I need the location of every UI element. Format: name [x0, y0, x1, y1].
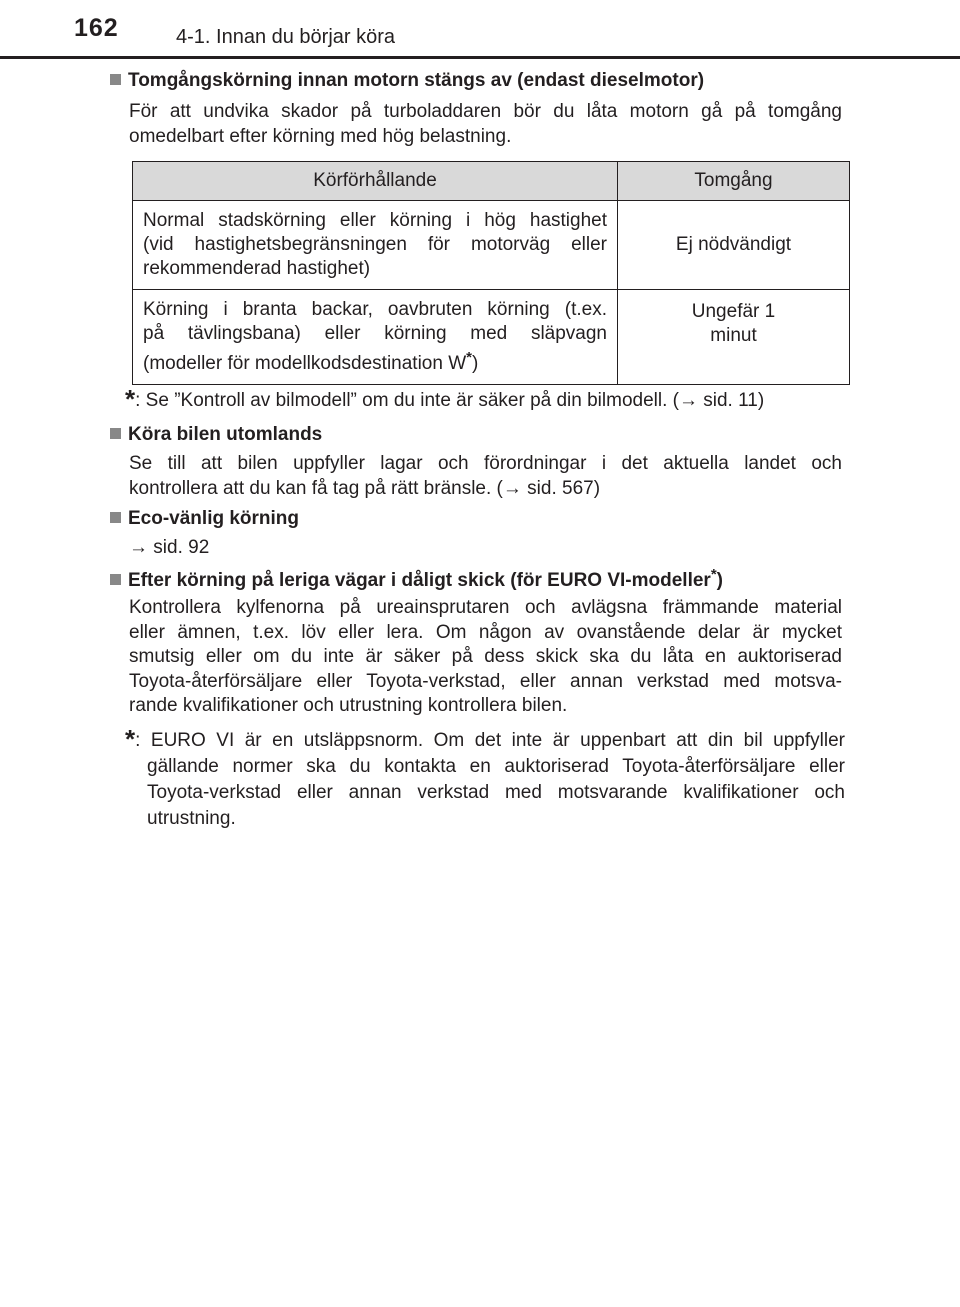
footnote-line — [125, 726, 845, 754]
square-bullet-icon — [110, 512, 121, 523]
cell-line: Ej nödvändigt — [675, 234, 792, 255]
footnote-text: : EURO VI är en utsläppsnorm. Om det inte är uppenbart att din bil uppfyller — [135, 730, 845, 751]
cell-line: rekommenderad hastighet) — [143, 258, 371, 279]
cell-line: på tävlingsbana) eller körning med släpvagn — [143, 323, 607, 344]
square-bullet-icon — [110, 74, 121, 85]
body-line: Toyota-återförsäljare eller Toyota-verkstad, eller annan verkstad med motsva- — [129, 670, 842, 692]
body-line: smutsig eller om du inte är säker på dess skick ska du låta en auktoriserad — [129, 646, 842, 667]
section-body-idling — [129, 100, 842, 149]
table-cell-condition — [133, 290, 618, 385]
body-line: omedelbart efter körning med hög belastning. — [129, 125, 512, 147]
footnote-euro-vi — [125, 726, 845, 832]
cell-line: minut — [710, 325, 757, 346]
table-header-condition: Körförhållande — [133, 162, 618, 201]
body-line: eller ämnen, t.ex. löv eller lera. Om någon av ovanstående delar är mycket — [129, 621, 842, 643]
cell-line: Körning i branta backar, oavbruten körning (t.ex. — [143, 299, 607, 320]
cell-line — [143, 346, 607, 376]
footnote-line: gällande normer ska du kontakta en auktoriserad Toyota-återförsäljare eller — [147, 756, 845, 777]
footnote-marker: * — [125, 724, 136, 754]
table-row — [133, 290, 850, 385]
idling-table — [132, 161, 850, 385]
body-line: Kontrollera kylfenorna på ureainsprutaren och avlägsna främmande material — [129, 597, 842, 618]
page-reference-link[interactable]: → sid. 92 — [129, 537, 210, 558]
square-bullet-icon — [110, 428, 121, 439]
footnote-line: Toyota-verkstad eller annan verkstad med motsvarande kvalifikationer och — [147, 782, 845, 803]
table-header-idle: Tomgång — [618, 162, 850, 201]
section-title: Efter körning på leriga vägar i dåligt skick (för EURO VI-modeller — [128, 570, 711, 591]
footnote-marker: * — [466, 349, 472, 366]
footnote-marker: * — [125, 384, 136, 414]
body-line: kontrollera att du kan få tag på rätt bränsle. (→ sid. 567) — [129, 477, 601, 499]
section-title: Tomgångskörning innan motorn stängs av (endast dieselmotor) — [128, 70, 705, 91]
body-line: Se till att bilen uppfyller lagar och förordningar i det aktuella landet och — [129, 453, 842, 474]
footnote-model — [125, 386, 845, 414]
table-cell-idle — [618, 290, 850, 385]
square-bullet-icon — [110, 574, 121, 585]
cell-line: Normal stadskörning eller körning i hög hastighet — [143, 210, 607, 231]
body-line: rande kvalifikationer och utrustning kontrollera bilen. — [129, 695, 568, 716]
section-body-muddy-roads — [129, 596, 842, 719]
section-title: Eco-vänlig körning — [128, 508, 300, 529]
table-cell-condition — [133, 201, 618, 290]
table-row — [133, 201, 850, 290]
section-heading-abroad — [110, 424, 322, 446]
cell-line: Ungefär 1 — [691, 301, 776, 322]
footnote-text: : Se ”Kontroll av bilmodell” om du inte är säker på din bilmodell. (→ sid. 11) — [135, 390, 765, 411]
section-heading-idling — [110, 70, 704, 92]
section-heading-muddy-roads — [110, 566, 723, 592]
cell-text: (modeller för modellkodsdestination W — [143, 353, 467, 374]
table-cell-idle — [618, 201, 850, 290]
table-header-row — [133, 162, 850, 201]
cell-line: (vid hastighetsbegränsningen för motorväg eller — [143, 234, 607, 255]
section-title-tail: ) — [716, 570, 723, 591]
section-body-eco — [129, 536, 842, 561]
header-rule — [0, 56, 960, 59]
cell-text: ) — [471, 353, 479, 374]
footnote-marker: * — [710, 566, 717, 583]
section-body-abroad — [129, 452, 842, 501]
body-line: För att undvika skador på turboladdaren bör du låta motorn gå på tomgång — [129, 101, 842, 122]
footnote-line: utrustning. — [147, 808, 236, 829]
chapter-title: 4-1. Innan du börjar köra — [176, 26, 396, 48]
section-heading-eco — [110, 508, 299, 530]
page-number: 162 — [74, 14, 119, 42]
page-header — [0, 0, 960, 62]
section-title: Köra bilen utomlands — [128, 424, 323, 445]
